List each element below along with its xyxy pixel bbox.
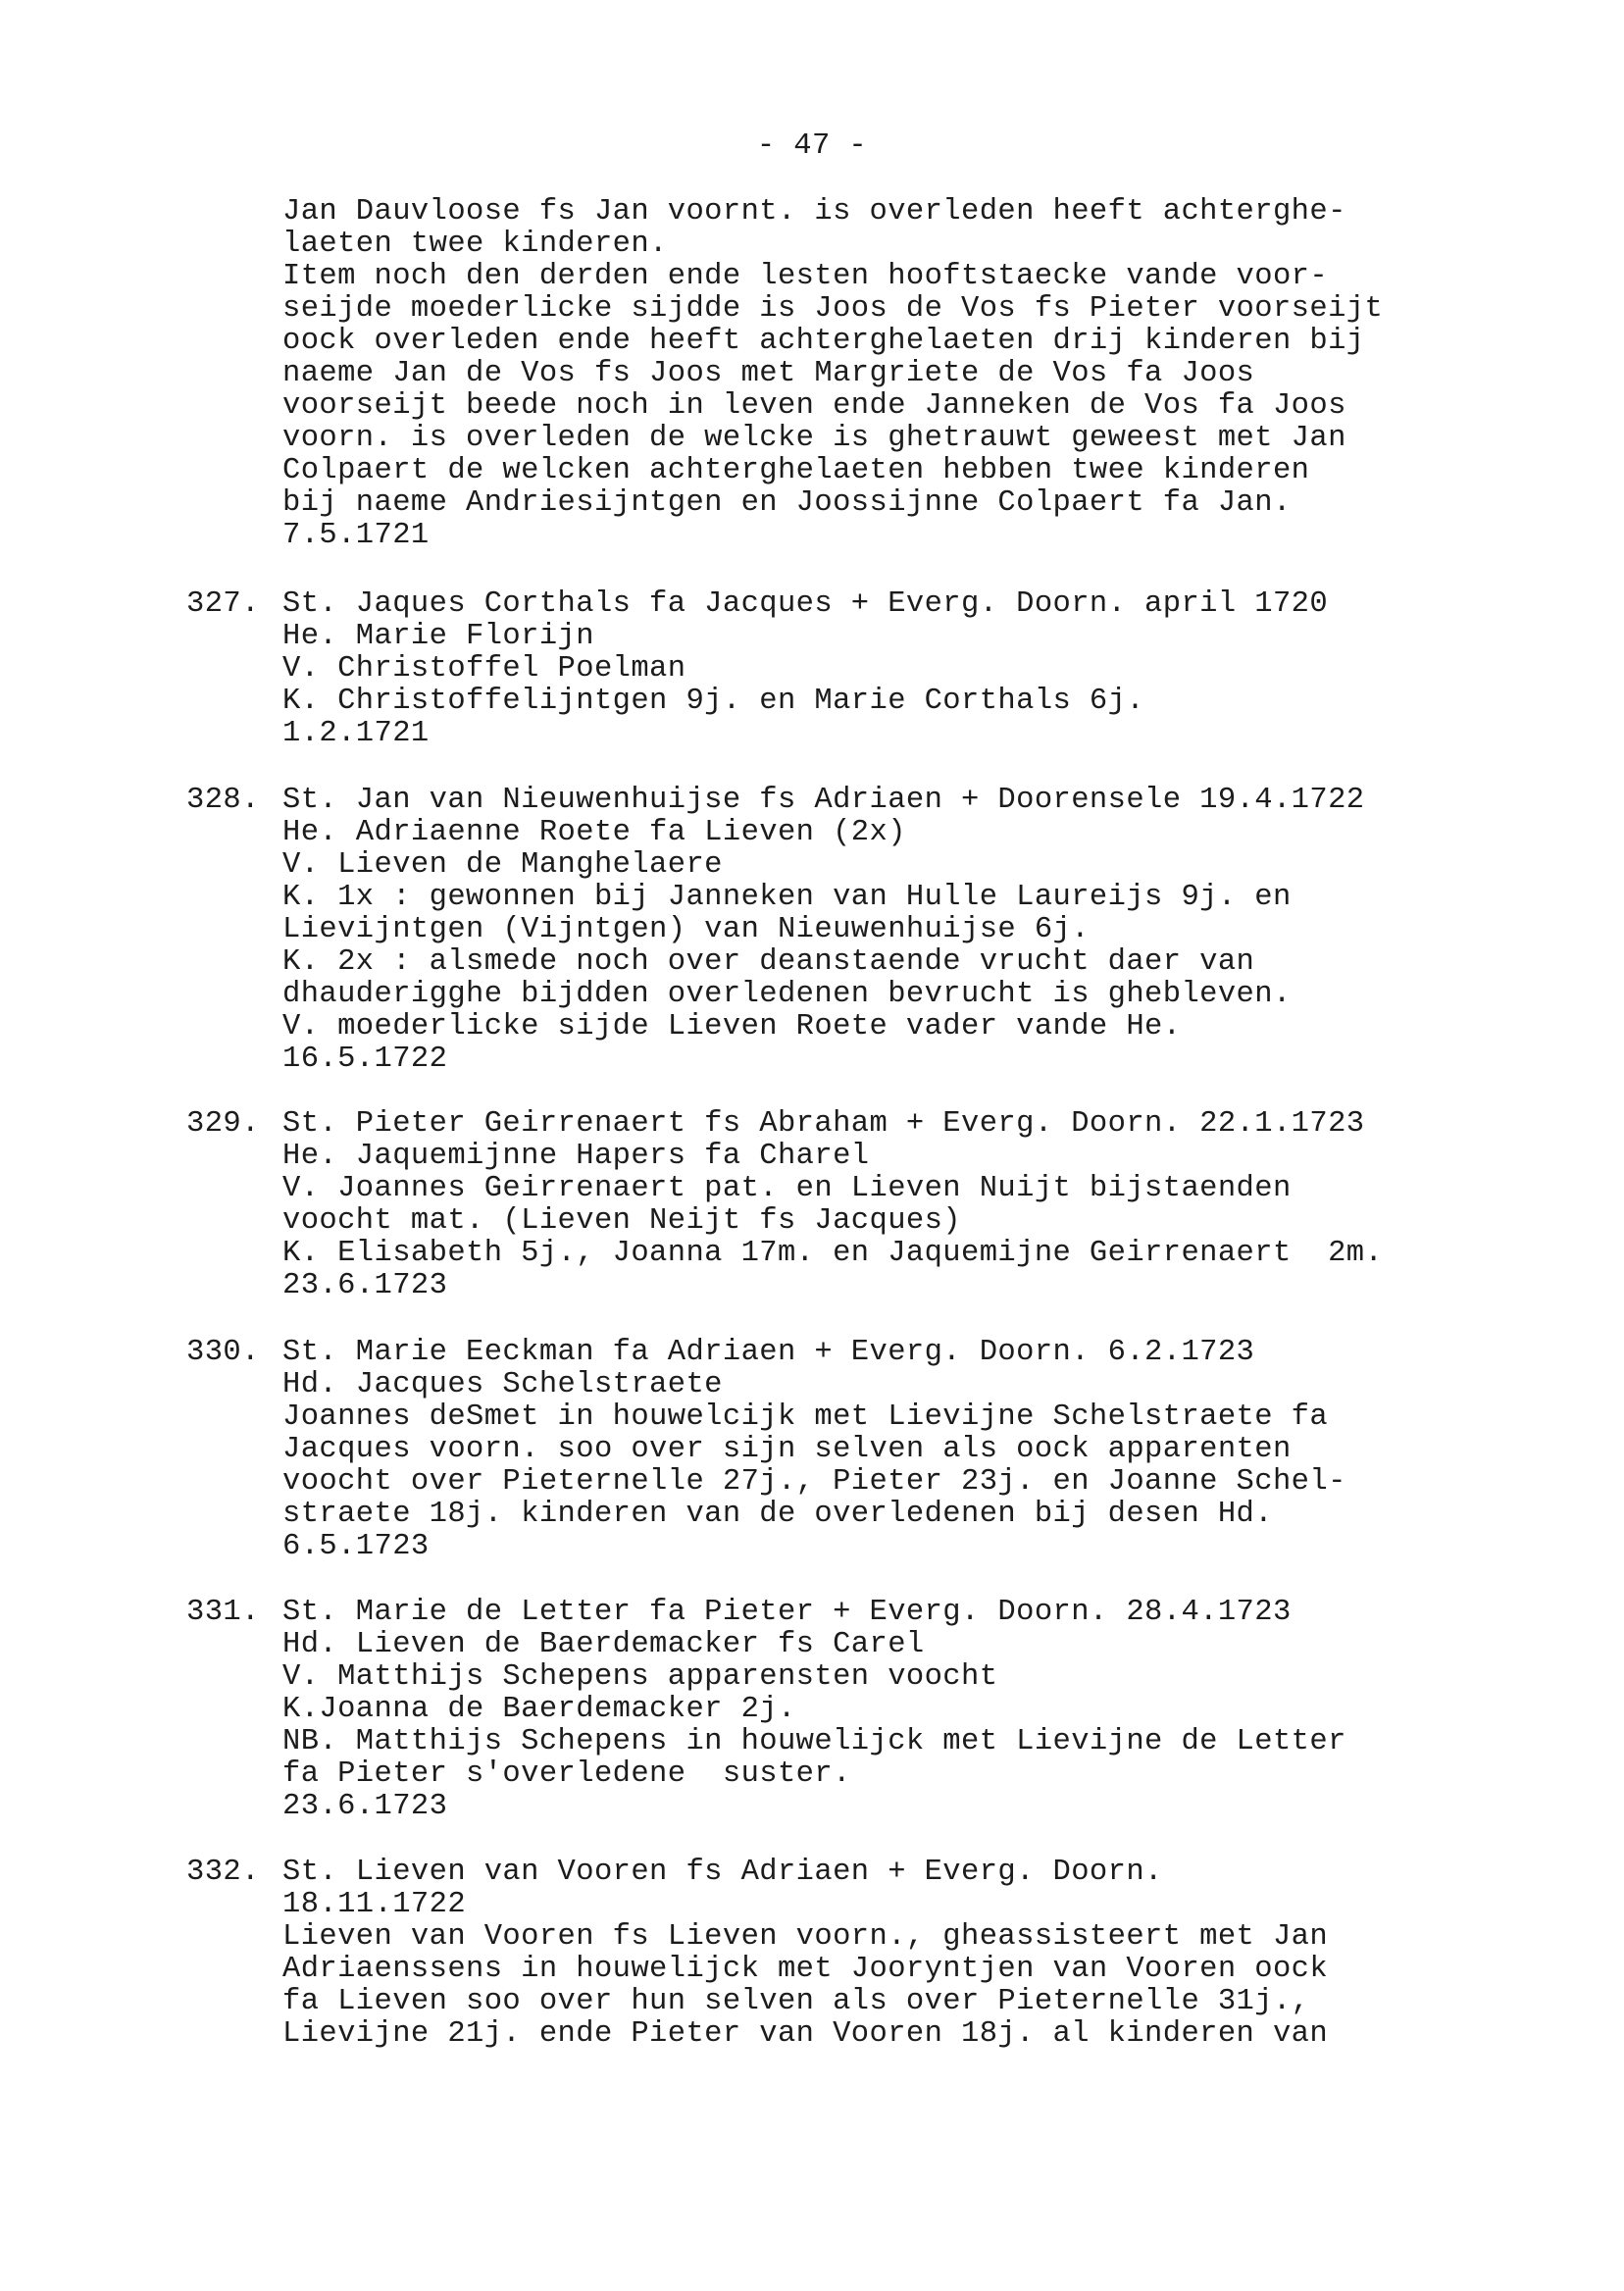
text-line: K. Christoffelijntgen 9j. en Marie Corthals 6j. [282, 685, 1145, 718]
text-line: NB. Matthijs Schepens in houwelijck met Lievijne de Letter [282, 1725, 1346, 1758]
text-line: oock overleden ende heeft achterghelaeten drij kinderen bij [282, 325, 1365, 358]
text-line: Lievijntgen (Vijntgen) van Nieuwenhuijse 6j. [282, 913, 1090, 946]
text-line: Joannes deSmet in houwelcijk met Lievijne Schelstraete fa [282, 1400, 1329, 1434]
entry-number: 329. [186, 1107, 260, 1141]
text-line: St. Marie Eeckman fa Adriaen + Everg. Doorn. 6.2.1723 [282, 1336, 1255, 1369]
page-number: - 47 - [756, 129, 868, 163]
text-line: straete 18j. kinderen van de overledenen bij desen Hd. [282, 1498, 1273, 1531]
entry-331 [186, 1597, 1346, 1823]
text-line: Adriaenssens in houwelijck met Jooryntjen van Vooren oock [282, 1953, 1329, 1986]
text-line: 6.5.1723 [282, 1530, 430, 1563]
text-line: Hd. Jacques Schelstraete [282, 1368, 723, 1401]
text-line: 1.2.1721 [282, 717, 430, 750]
entry-number: 331. [186, 1596, 260, 1629]
entry-body [282, 1597, 1346, 1823]
text-line: He. Marie Florijn [282, 620, 594, 653]
text-line: Lieven van Vooren fs Lieven voorn., gheassisteert met Jan [282, 1920, 1329, 1954]
entry-body [282, 1337, 1346, 1563]
entry-body [282, 785, 1364, 1076]
entry-328 [186, 785, 1364, 1076]
text-line: St. Marie de Letter fa Pieter + Everg. Doorn. 28.4.1723 [282, 1596, 1292, 1629]
text-line: voorseijt beede noch in leven ende Janneken de Vos fa Joos [282, 389, 1346, 423]
text-line: 23.6.1723 [282, 1269, 448, 1302]
text-line: V. Joannes Geirrenaert pat. en Lieven Nuijt bijstaenden [282, 1172, 1292, 1205]
text-line: laeten twee kinderen. [282, 228, 668, 261]
text-line: dhauderigghe bijdden overledenen bevrucht is ghebleven. [282, 978, 1292, 1011]
text-line: Jan Dauvloose fs Jan voornt. is overleden heeft achterghe- [282, 195, 1346, 229]
intro-paragraph [282, 196, 1383, 552]
text-line: St. Jaques Corthals fa Jacques + Everg. Doorn. april 1720 [282, 587, 1329, 621]
text-line: He. Jaquemijnne Hapers fa Charel [282, 1140, 870, 1173]
text-line: naeme Jan de Vos fs Joos met Margriete de Vos fa Joos [282, 357, 1255, 390]
text-line: K. 1x : gewonnen bij Janneken van Hulle Laureijs 9j. en [282, 881, 1292, 914]
text-line: 23.6.1723 [282, 1790, 448, 1823]
text-line: 18.11.1722 [282, 1888, 467, 1921]
entry-body [282, 1857, 1328, 2051]
text-line: voocht over Pieternelle 27j., Pieter 23j. en Joanne Schel- [282, 1465, 1346, 1499]
text-line: 7.5.1721 [282, 519, 430, 552]
entry-327 [186, 588, 1328, 750]
entry-332 [186, 1857, 1328, 2051]
text-line: K.Joanna de Baerdemacker 2j. [282, 1693, 796, 1726]
text-line: voocht mat. (Lieven Neijt fs Jacques) [282, 1204, 962, 1238]
entry-number: 330. [186, 1336, 260, 1369]
text-line: He. Adriaenne Roete fa Lieven (2x) [282, 816, 906, 849]
entry-330 [186, 1337, 1346, 1563]
text-line: V. Lieven de Manghelaere [282, 848, 723, 882]
entry-number: 332. [186, 1856, 260, 1889]
text-line: V. moederlicke sijde Lieven Roete vader vande He. [282, 1010, 1182, 1044]
text-line: Item noch den derden ende lesten hooftstaecke vande voor- [282, 260, 1329, 293]
text-line: V. Matthijs Schepens apparensten voocht [282, 1660, 998, 1694]
entry-body [282, 588, 1328, 750]
text-line: Hd. Lieven de Baerdemacker fs Carel [282, 1628, 925, 1661]
text-line: fa Pieter s'overledene suster. [282, 1757, 851, 1791]
text-line: St. Jan van Nieuwenhuijse fs Adriaen + Doorensele 19.4.1722 [282, 784, 1365, 817]
text-line: fa Lieven soo over hun selven als over Pieternelle 31j., [282, 1985, 1310, 2018]
text-line: St. Lieven van Vooren fs Adriaen + Everg. Doorn. [282, 1856, 1163, 1889]
entry-number: 327. [186, 587, 260, 621]
entry-number: 328. [186, 784, 260, 817]
text-line: St. Pieter Geirrenaert fs Abraham + Everg. Doorn. 22.1.1723 [282, 1107, 1365, 1141]
text-line: 16.5.1722 [282, 1043, 448, 1076]
text-line: K. 2x : alsmede noch over deanstaende vrucht daer van [282, 945, 1255, 979]
entry-body [282, 1108, 1383, 1302]
text-line: Lievijne 21j. ende Pieter van Vooren 18j. al kinderen van [282, 2017, 1329, 2051]
entry-329 [186, 1108, 1383, 1302]
text-line: Jacques voorn. soo over sijn selven als oock apparenten [282, 1433, 1292, 1466]
text-line: bij naeme Andriesijntgen en Joossijnne Colpaert fa Jan. [282, 486, 1292, 520]
text-line: V. Christoffel Poelman [282, 652, 686, 686]
text-line: voorn. is overleden de welcke is ghetrauwt geweest met Jan [282, 422, 1346, 455]
text-line: Colpaert de welcken achterghelaeten hebben twee kinderen [282, 454, 1310, 487]
text-line: K. Elisabeth 5j., Joanna 17m. en Jaquemijne Geirrenaert 2m. [282, 1237, 1384, 1270]
text-line: seijde moederlicke sijdde is Joos de Vos fs Pieter voorseijt [282, 292, 1384, 326]
